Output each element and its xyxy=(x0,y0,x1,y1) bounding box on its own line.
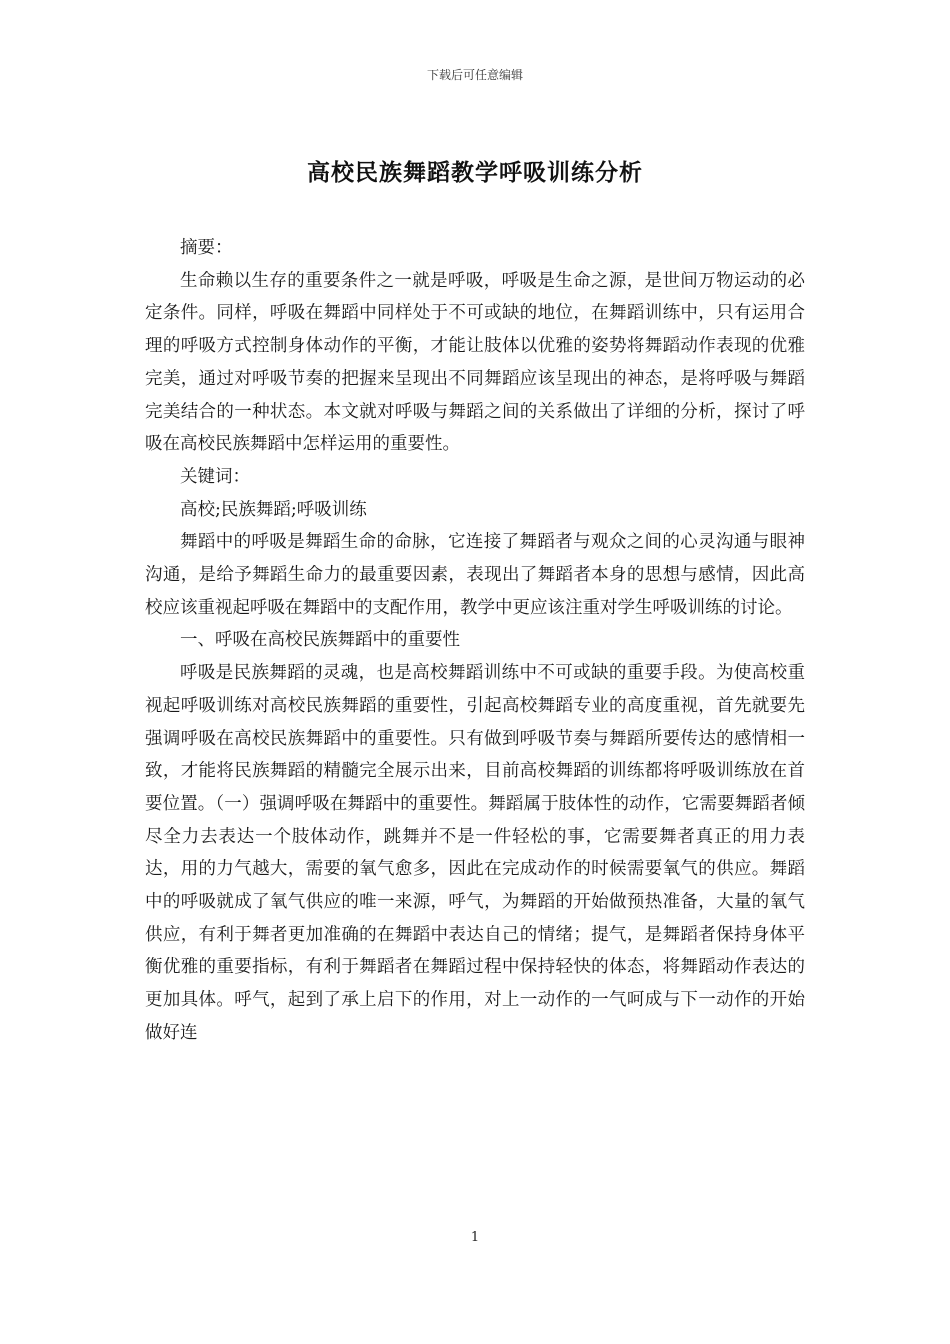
intro-paragraph: 舞蹈中的呼吸是舞蹈生命的命脉，它连接了舞蹈者与观众之间的心灵沟通与眼神沟通，是给予舞蹈生命力的最重要因素，表现出了舞蹈者本身的思想与感情，因此高校应该重视起呼吸在舞蹈中的支配作用，教学中更应该注重对学生呼吸训练的讨论。 xyxy=(145,532,805,618)
document-title: 高校民族舞蹈教学呼吸训练分析 xyxy=(307,159,643,186)
header-note: 下载后可任意编辑 xyxy=(426,68,523,82)
keywords-text: 高校;民族舞蹈;呼吸训练 xyxy=(180,499,367,520)
keywords-label: 关键词： xyxy=(180,466,250,487)
document-body xyxy=(145,232,805,1050)
abstract-label: 摘要： xyxy=(180,238,233,258)
section-1-paragraph: 呼吸是民族舞蹈的灵魂，也是高校舞蹈训练中不可或缺的重要手段。为使高校重视起呼吸训练对高校民族舞蹈的重要性，引起高校舞蹈专业的高度重视，首先就要先强调呼吸在高校民族舞蹈中的重要性。只有做到呼吸节奏与舞蹈所要传达的感情相一致，才能将民族舞蹈的精髓完全展示出来，目前高校舞蹈的训练都将呼吸训练放在首要位置。（一）强调呼吸在舞蹈中的重要性。舞蹈属于肢体性的动作，它需要舞蹈者倾尽全力去表达一个肢体动作，跳舞并不是一件轻松的事，它需要舞者真正的用力表达，用的力气越大，需要的氧气愈多，因此在完成动作的时候需要氧气的供应。舞蹈中的呼吸就成了氧气供应的唯一来源，呼气，为舞蹈的开始做预热准备，大量的氧气供应，有利于舞者更加准确的在舞蹈中表达自己的情绪；提气，是舞蹈者保持身体平衡优雅的重要指标，有利于舞蹈者在舞蹈过程中保持轻快的体态，将舞蹈动作表达的更加具体。呼气，起到了承上启下的作用，对上一动作的一气呵成与下一动作的开始做好连 xyxy=(145,663,805,1043)
page-number: 1 xyxy=(470,1230,480,1245)
section-heading-1: 一、呼吸在高校民族舞蹈中的重要性 xyxy=(180,630,460,651)
abstract-text: 生命赖以生存的重要条件之一就是呼吸，呼吸是生命之源，是世间万物运动的必定条件。同样，呼吸在舞蹈中同样处于不可或缺的地位，在舞蹈训练中，只有运用合理的呼吸方式控制身体动作的平衡，才能让肢体以优雅的姿势将舞蹈动作表现的优雅完美，通过对呼吸节奏的把握来呈现出不同舞蹈应该呈现出的神态，是将呼吸与舞蹈完美结合的一种状态。本文就对呼吸与舞蹈之间的关系做出了详细的分析，探讨了呼吸在高校民族舞蹈中怎样运用的重要性。 xyxy=(145,270,805,455)
